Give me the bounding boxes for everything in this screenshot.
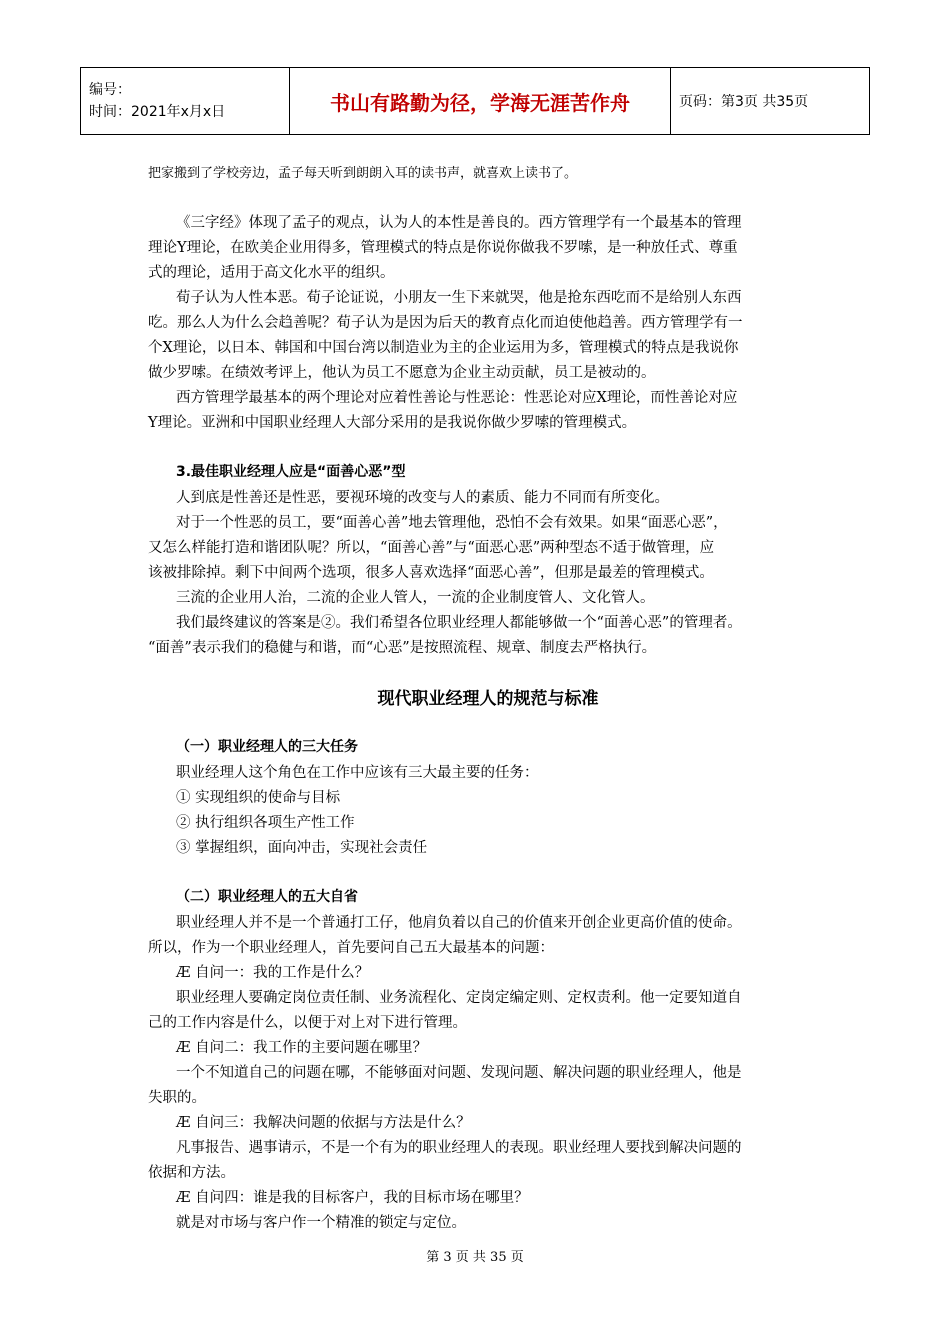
list-item: ③ 掌握组织，面向冲击，实现社会责任 <box>176 840 428 856</box>
paragraph-line: 西方管理学最基本的两个理论对应着性善论与性恶论：性恶论对应X理论，而性善论对应 <box>176 390 738 406</box>
paragraph-line: 失职的。 <box>148 1090 206 1106</box>
paragraph-line: 荀子认为人性本恶。荀子论证说，小朋友一生下来就哭，他是抢东西吃而不是给别人东西 <box>176 290 742 306</box>
paragraph-line: 个X理论，以日本、韩国和中国台湾以制造业为主的企业运用为多，管理模式的特点是我说你 <box>148 340 739 356</box>
paragraph-line: 《三字经》体现了孟子的观点，认为人的本性是善良的。西方管理学有一个最基本的管理 <box>176 215 742 231</box>
paragraph-line: 己的工作内容是什么，以便于对上对下进行管理。 <box>148 1015 467 1031</box>
question-item: Æ 自问二：我工作的主要问题在哪里？ <box>176 1040 428 1056</box>
paragraph-line: 三流的企业用人治，二流的企业人管人，一流的企业制度管人、文化管人。 <box>176 590 655 606</box>
paragraph-line: 吃。那么人为什么会趋善呢？荀子认为是因为后天的教育点化而迫使他趋善。西方管理学有一 <box>148 315 743 331</box>
paragraph-line: 对于一个性恶的员工，要“面善心善”地去管理他，恐怕不会有效果。如果“面恶心恶”， <box>176 515 728 531</box>
page-footer: 第 3 页 共 35 页 <box>426 1250 524 1265</box>
paragraph-line: 又怎么样能打造和谐团队呢？所以，“面善心善”与“面恶心恶”两种型态不适于做管理，应 <box>148 540 715 556</box>
header-page-code: 页码：第3页 共35页 <box>671 68 870 135</box>
paragraph-line: 做少罗嗦。在绩效考评上，他认为员工不愿意为企业主动贡献，员工是被动的。 <box>148 365 656 381</box>
header-meta <box>81 68 290 135</box>
paragraph-line: Y理论。亚洲和中国职业经理人大部分采用的是我说你做少罗嗦的管理模式。 <box>148 415 637 431</box>
header-motto: 书山有路勤为径，学海无涯苦作舟 <box>290 68 671 135</box>
paragraph-line: 所以，作为一个职业经理人，首先要问自己五大最基本的问题： <box>148 940 554 956</box>
paragraph-line: “面善”表示我们的稳健与和谐，而“心恶”是按照流程、规章、制度去严格执行。 <box>148 640 657 656</box>
question-item: Æ 自问三：我解决问题的依据与方法是什么？ <box>176 1115 471 1131</box>
document-header <box>80 67 870 135</box>
paragraph-line: 我们最终建议的答案是②。我们希望各位职业经理人都能够做一个“面善心恶”的管理者。 <box>176 615 742 631</box>
question-item: Æ 自问一：我的工作是什么？ <box>176 965 370 981</box>
subsection-heading: （一）职业经理人的三大任务 <box>176 739 358 755</box>
paragraph-line: 式的理论，适用于高文化水平的组织。 <box>148 265 395 281</box>
list-item: ① 实现组织的使命与目标 <box>176 790 341 806</box>
number-label: 编号： <box>89 82 131 98</box>
paragraph-line: 该被排除掉。剩下中间两个选项，很多人喜欢选择“面恶心善”，但那是最差的管理模式。 <box>148 565 714 581</box>
question-item: Æ 自问四：谁是我的目标客户，我的目标市场在哪里？ <box>176 1190 529 1206</box>
section-heading: 3.最佳职业经理人应是“面善心恶”型 <box>176 464 406 480</box>
paragraph-line: 依据和方法。 <box>148 1165 235 1181</box>
paragraph-line: 职业经理人这个角色在工作中应该有三大最主要的任务： <box>176 765 539 781</box>
section-title: 现代职业经理人的规范与标准 <box>377 689 599 709</box>
paragraph-line: 理论Y理论，在欧美企业用得多，管理模式的特点是你说你做我不罗嗦，是一种放任式、尊重 <box>148 240 738 256</box>
list-item: ② 执行组织各项生产性工作 <box>176 815 355 831</box>
paragraph-line: 职业经理人要确定岗位责任制、业务流程化、定岗定编定则、定权责利。他一定要知道自 <box>176 990 742 1006</box>
paragraph-line: 人到底是性善还是性恶，要视环境的改变与人的素质、能力不同而有所变化。 <box>176 490 669 506</box>
time-label: 时间：2021年x月x日 <box>89 104 226 120</box>
paragraph-line: 就是对市场与客户作一个精准的锁定与定位。 <box>176 1215 466 1231</box>
paragraph-line: 职业经理人并不是一个普通打工仔，他肩负着以自己的价值来开创企业更高价值的使命。 <box>176 915 742 931</box>
paragraph-line: 把家搬到了学校旁边，孟子每天听到朗朗入耳的读书声，就喜欢上读书了。 <box>148 166 578 181</box>
paragraph-line: 凡事报告、遇事请示，不是一个有为的职业经理人的表现。职业经理人要找到解决问题的 <box>176 1140 742 1156</box>
paragraph-line: 一个不知道自己的问题在哪，不能够面对问题、发现问题、解决问题的职业经理人，他是 <box>176 1065 742 1081</box>
subsection-heading: （二）职业经理人的五大自省 <box>176 889 358 905</box>
